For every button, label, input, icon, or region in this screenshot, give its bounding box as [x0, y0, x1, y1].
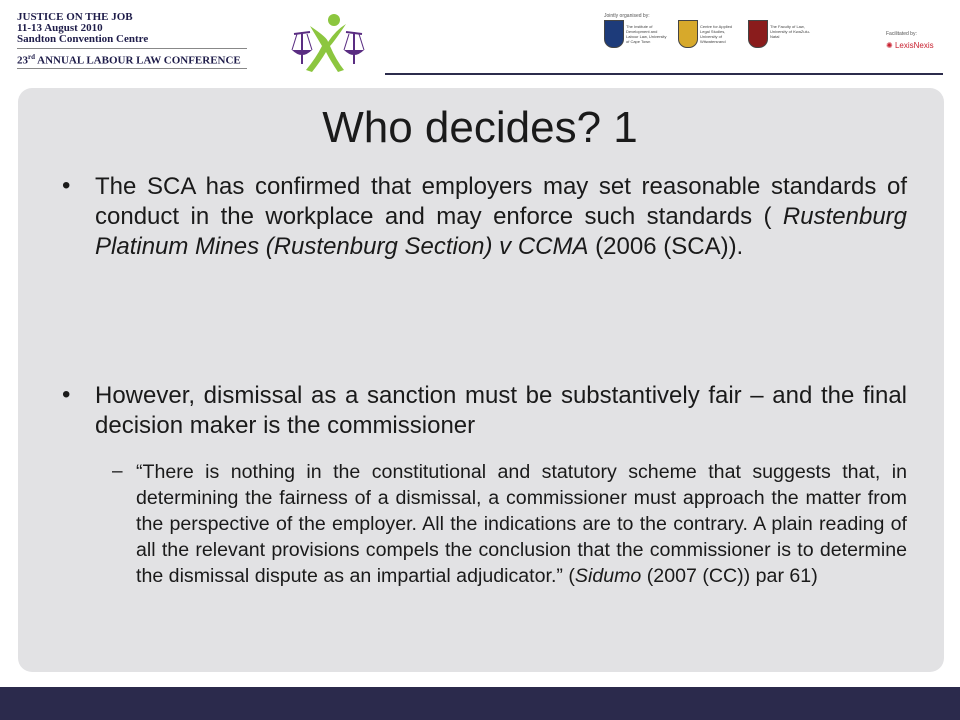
- slide-title: Who decides? 1: [322, 103, 638, 152]
- organiser-name: The Faculty of Law, University of KwaZulu-Natal: [770, 24, 811, 39]
- case-name: Rustenburg Platinum Mines (Rustenburg Section) v CCMA: [95, 203, 907, 260]
- ukzn-crest-icon: [748, 20, 768, 48]
- sub-bullet-marker: –: [112, 461, 123, 482]
- facilitated-by-label: Facilitated by:: [886, 31, 917, 37]
- conference-venue: Sandton Convention Centre: [17, 33, 149, 45]
- conference-annual: 23rd ANNUAL LABOUR LAW CONFERENCE: [17, 53, 241, 67]
- bullet-marker: •: [62, 172, 71, 199]
- bullet-marker: •: [62, 381, 71, 408]
- divider: [17, 68, 247, 69]
- case-name: Sidumo: [574, 565, 642, 587]
- lexisnexis-logo: ✺ LexisNexis: [886, 41, 934, 50]
- conference-info: [17, 12, 148, 45]
- conference-dates: 11-13 August 2010: [17, 22, 103, 34]
- sub-bullet-text: “There is nothing in the constitutional and statutory scheme that suggests that, in determining the fairness of a dismissal, a commissioner must approach the matter from the perspective of the employer. All the indications are to the contrary. A plain reading of all the relevant provisions compels the conclusion that the commissioner is to determine the dismissal dispute as an impartial adjudicator.” (Sidumo (2007 (CC)) par 61): [136, 461, 907, 587]
- jointly-organised-label: Jointly organised by:: [604, 13, 650, 19]
- bullet-text: However, dismissal as a sanction must be substantively fair – and the final decision maker is the commissioner: [95, 382, 907, 439]
- header-rule: [385, 73, 943, 75]
- organiser-name: Centre for Applied Legal Studies, University of Witwatersrand: [700, 24, 733, 44]
- slide-header: [0, 0, 960, 86]
- organiser-name: The Institute of Development and Labour Law, University of Cape Town: [626, 24, 667, 44]
- bullet-text: The SCA has confirmed that employers may set reasonable standards of conduct in the workplace and may enforce such standards ( Rustenburg Platinum Mines (Rustenburg Section) v CCMA (2006 (SCA)).: [95, 173, 907, 260]
- justice-scales-logo: [288, 12, 368, 74]
- uct-crest-icon: [604, 20, 624, 48]
- wits-crest-icon: [678, 20, 698, 48]
- conference-title: JUSTICE ON THE JOB: [17, 11, 133, 23]
- divider: [17, 48, 247, 49]
- footer-bar: [0, 687, 960, 720]
- lexisnexis-mark-icon: ✺: [886, 41, 895, 50]
